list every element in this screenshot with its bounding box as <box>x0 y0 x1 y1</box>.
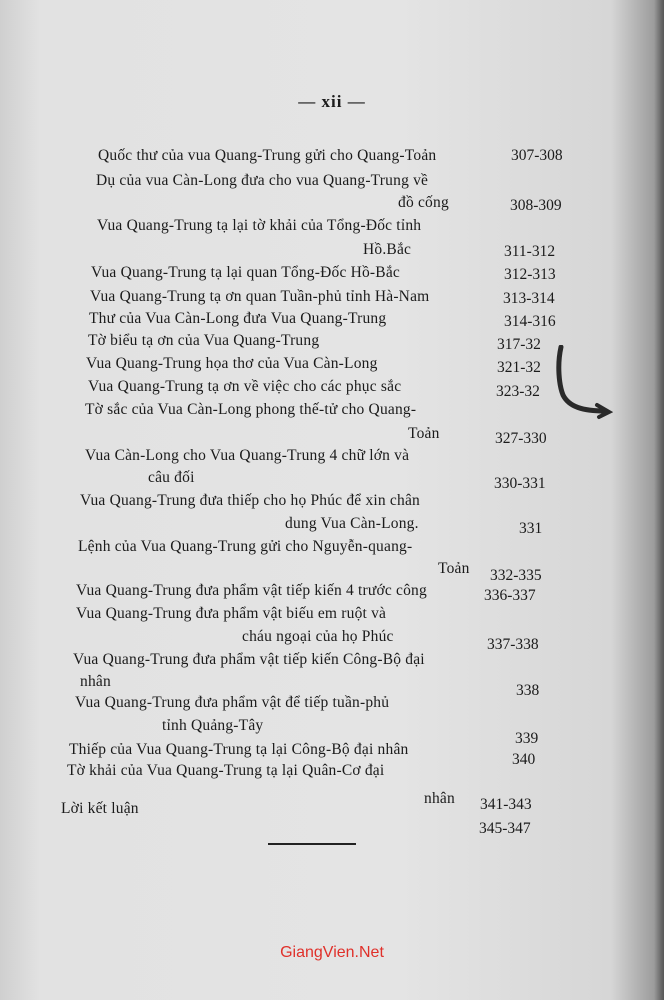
toc-entry-title-cont: nhân <box>424 790 455 807</box>
toc-entry-page: 339 <box>515 730 539 747</box>
toc-entry-title: Vua Càn-Long cho Vua Quang-Trung 4 chữ lớn và <box>85 447 410 464</box>
toc-entry-title-cont: Hồ.Bắc <box>363 241 412 258</box>
toc-entry-page: 313-314 <box>503 290 555 307</box>
toc-entry-title-cont: đồ cống <box>398 194 449 211</box>
toc-entry-page: 331 <box>519 520 543 537</box>
page-number-header: — xii — <box>298 92 366 111</box>
toc-entry-page: 338 <box>516 682 540 699</box>
toc-entry-title-cont: câu đối <box>148 469 195 486</box>
toc-entry-page: 337-338 <box>487 636 539 653</box>
toc-entry-title-cont: Toản <box>408 425 440 442</box>
toc-entry-title-cont: Toản <box>438 560 470 577</box>
toc-entry-title: Thư của Vua Càn-Long đưa Vua Quang-Trung <box>89 310 387 327</box>
toc-entry-page: 308-309 <box>510 197 562 214</box>
toc-entry-title: Vua Quang-Trung đưa phẩm vật tiếp kiến 4 trước công <box>76 582 427 599</box>
toc-entry-page: 332-335 <box>490 567 542 584</box>
ink-mark-icon <box>553 345 613 425</box>
toc-entry-title: Vua Quang-Trung đưa phẩm vật biếu em ruột và <box>76 605 387 622</box>
toc-entry-page: 330-331 <box>494 475 546 492</box>
toc-entry-title: Vua Quang-Trung đưa thiếp cho họ Phúc để xin chân <box>80 492 420 509</box>
toc-entry-title: Vua Quang-Trung tạ ơn quan Tuần-phủ tỉnh Hà-Nam <box>90 288 430 305</box>
toc-entry-title-cont: tỉnh Quảng-Tây <box>162 717 264 734</box>
toc-entry-title: Vua Quang-Trung tạ lại quan Tổng-Đốc Hồ-Bắc <box>91 264 400 281</box>
toc-entry-title: Vua Quang-Trung tạ ơn về việc cho các phục sắc <box>88 378 402 395</box>
toc-entry-page: 340 <box>512 751 536 768</box>
toc-entry-title: Quốc thư của vua Quang-Trung gửi cho Quang-Toản <box>98 147 437 164</box>
toc-entry-title: Vua Quang-Trung đưa phẩm vật để tiếp tuần-phủ <box>75 694 390 711</box>
toc-entry-title-cont: nhân <box>80 673 111 690</box>
toc-entry-title-cont: dung Vua Càn-Long. <box>285 515 419 532</box>
watermark-text: GiangVien.Net <box>280 944 384 961</box>
toc-entry-title: Dụ của vua Càn-Long đưa cho vua Quang-Trung về <box>96 172 429 189</box>
closing-rule <box>268 843 356 845</box>
page-edge-shadow <box>654 0 664 1000</box>
toc-entry-title-cont: cháu ngoại của họ Phúc <box>242 628 394 645</box>
toc-entry-page: 323-32 <box>496 383 540 400</box>
toc-entry-page: 345-347 <box>479 820 531 837</box>
toc-entry-page: 336-337 <box>484 587 536 604</box>
toc-entry-page: 312-313 <box>504 266 556 283</box>
toc-entry-page: 341-343 <box>480 796 532 813</box>
toc-entry-title: Lời kết luận <box>61 800 139 817</box>
toc-entry-title: Tờ sắc của Vua Càn-Long phong thế-tử cho Quang- <box>85 401 417 418</box>
toc-entry-title: Vua Quang-Trung tạ lại tờ khải của Tổng-Đốc tỉnh <box>97 217 422 234</box>
toc-entry-title: Tờ biểu tạ ơn của Vua Quang-Trung <box>88 332 320 349</box>
toc-entry-title: Lệnh của Vua Quang-Trung gửi cho Nguyễn-quang- <box>78 538 413 555</box>
toc-entry-title: Vua Quang-Trung đưa phẩm vật tiếp kiến Công-Bộ đại <box>73 651 425 668</box>
toc-entry-page: 317-32 <box>497 336 541 353</box>
toc-entry-title: Thiếp của Vua Quang-Trung tạ lại Công-Bộ đại nhân <box>69 741 409 758</box>
toc-entry-page: 327-330 <box>495 430 547 447</box>
toc-entry-title: Tờ khải của Vua Quang-Trung tạ lại Quân-Cơ đại <box>67 762 385 779</box>
toc-entry-page: 314-316 <box>504 313 556 330</box>
toc-entry-page: 321-32 <box>497 359 541 376</box>
toc-entry-title: Vua Quang-Trung họa thơ của Vua Càn-Long <box>86 355 378 372</box>
toc-entry-page: 311-312 <box>504 243 556 260</box>
toc-entry-page: 307-308 <box>511 147 563 164</box>
